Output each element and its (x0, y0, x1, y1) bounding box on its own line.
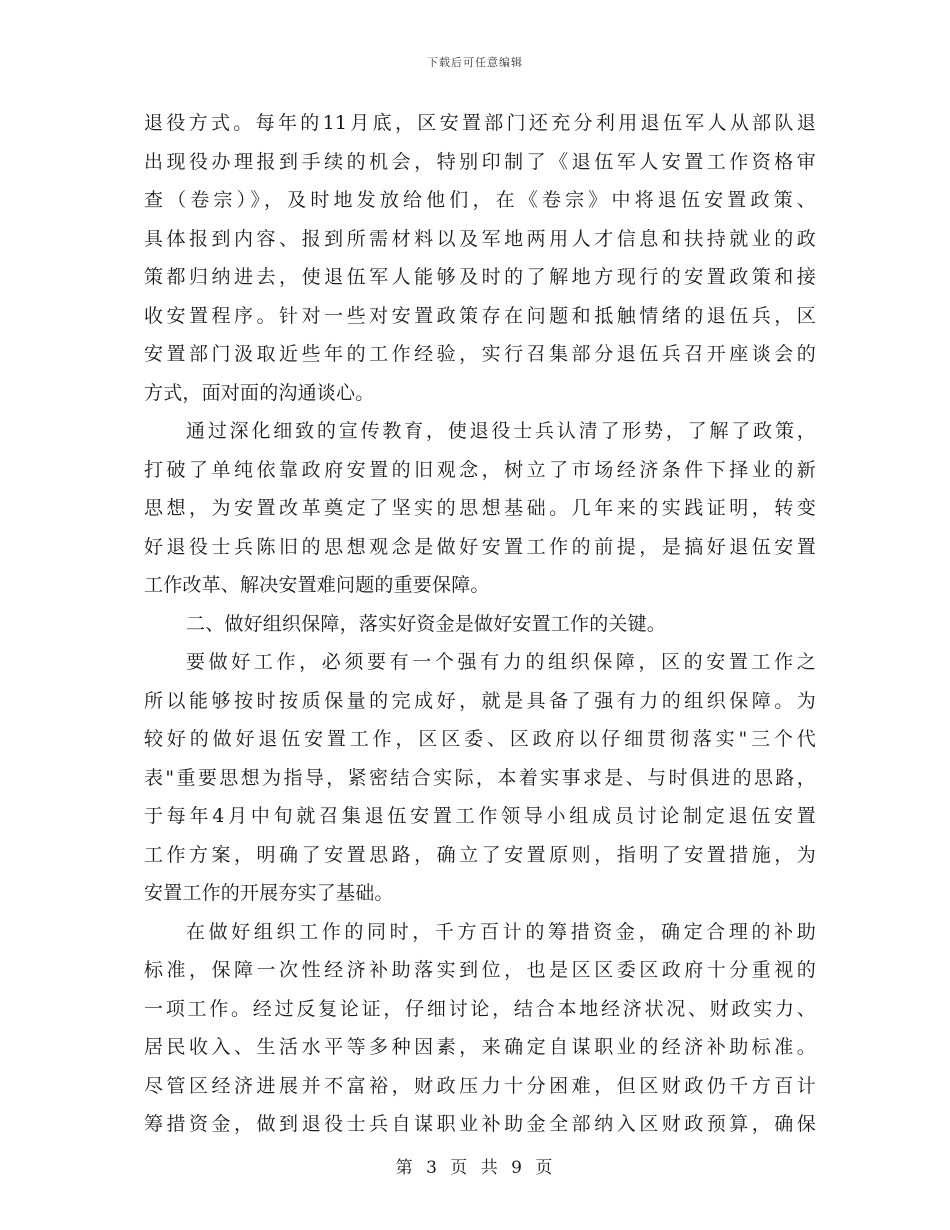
text-line: 标准，保障一次性经济补助落实到位，也是区区委区政府十分重视的 (144, 959, 816, 981)
text-line: 安置工作的开展夯实了基础。 (144, 882, 394, 904)
text-line: 思想，为安置改革奠定了坚实的思想基础。几年来的实践证明，转变 (144, 497, 816, 519)
text-line: 工作方案，明确了安置思路，确立了安置原则，指明了安置措施，为 (144, 843, 816, 866)
text-line: 一项工作。经过反复论证，仔细讨论，结合本地经济状况、财政实力、 (144, 997, 816, 1020)
text-line: 筹措资金，做到退役士兵自谋职业补助金全部纳入区财政预算，确保 (144, 1113, 816, 1135)
text-line: 方式，面对面的沟通谈心。 (144, 381, 375, 404)
text-line: 所以能够按时按质保量的完成好，就是具备了强有力的组织保障。为 (144, 689, 816, 712)
text-line: 居民收入、生活水平等多种因素，来确定自谋职业的经济补助标准。 (144, 1036, 816, 1058)
text-line: 要做好工作，必须要有一个强有力的组织保障，区的安置工作之 (186, 651, 816, 673)
text-line: 出现役办理报到手续的机会，特别印制了《退伍军人安置工作资格审 (144, 150, 816, 173)
text-line: 退役方式。每年的11月底，区安置部门还充分利用退伍军人从部队退 (144, 112, 816, 134)
text-line: 具体报到内容、报到所需材料以及军地两用人才信息和扶持就业的政 (144, 227, 816, 250)
text-line: 安置部门汲取近些年的工作经验，实行召集部分退伍兵召开座谈会的 (144, 343, 816, 365)
text-line: 较好的做好退伍安置工作，区区委、区政府以仔细贯彻落实"三个代 (144, 728, 816, 750)
text-line: 查（卷宗）》，及时地发放给他们，在《卷宗》中将退伍安置政策、 (144, 189, 816, 211)
text-line: 好退役士兵陈旧的思想观念是做好安置工作的前提，是搞好退伍安置 (144, 535, 816, 558)
text-line: 在做好组织工作的同时，千方百计的筹措资金，确定合理的补助 (186, 920, 816, 943)
text-line: 收安置程序。针对一些对安置政策存在问题和抵触情绪的退伍兵，区 (144, 304, 816, 327)
page-footer: 第 3 页 共 9 页 (395, 1158, 555, 1178)
text-line: 打破了单纯依靠政府安置的旧观念，树立了市场经济条件下择业的新 (144, 458, 816, 481)
page-header: 下载后可任意编辑 (427, 56, 523, 69)
text-line: 策都归纳进去，使退伍军人能够及时的了解地方现行的安置政策和接 (144, 266, 816, 288)
text-line: 二、做好组织保障，落实好资金是做好安置工作的关键。 (186, 612, 667, 635)
text-line: 于每年4月中旬就召集退伍安置工作领导小组成员讨论制定退伍安置 (144, 805, 816, 827)
text-line: 表"重要思想为指导，紧密结合实际，本着实事求是、与时俱进的思路， (144, 766, 816, 789)
text-line: 尽管区经济进展并不富裕，财政压力十分困难，但区财政仍千方百计 (144, 1074, 816, 1097)
text-line: 工作改革、解决安置难问题的重要保障。 (144, 574, 490, 596)
text-line: 通过深化细致的宣传教育，使退役士兵认清了形势，了解了政策， (186, 420, 816, 442)
document-body (144, 104, 816, 1144)
